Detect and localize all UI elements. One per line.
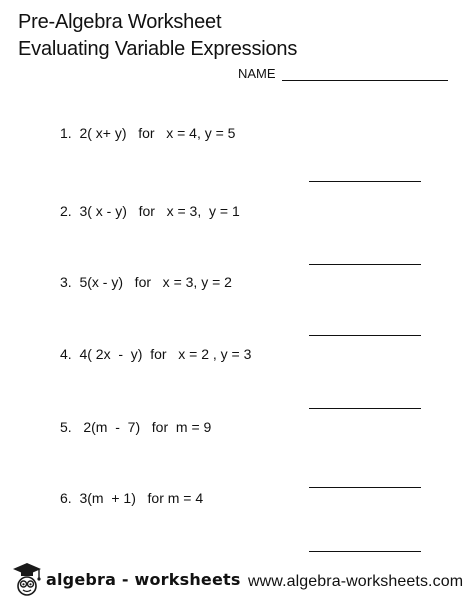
name-label: NAME: [238, 66, 276, 81]
logo-text: algebra - worksheets: [46, 570, 241, 589]
answer-line-5[interactable]: [309, 487, 421, 488]
footer-url[interactable]: www.algebra-worksheets.com: [248, 573, 464, 590]
graduation-cap-mascot-icon: [10, 560, 44, 600]
answer-line-1[interactable]: [309, 181, 421, 182]
problem-1: 1. 2( x+ y) for x = 4, y = 5: [60, 125, 236, 141]
site-logo: [8, 560, 241, 600]
problem-3: 3. 5(x - y) for x = 3, y = 2: [60, 274, 232, 290]
problem-4: 4. 4( 2x - y) for x = 2 , y = 3: [60, 346, 252, 362]
problem-6: 6. 3(m + 1) for m = 4: [60, 490, 204, 506]
name-field[interactable]: [238, 66, 450, 84]
worksheet-subtitle: Evaluating Variable Expressions: [18, 38, 298, 60]
worksheet-title: Pre-Algebra Worksheet: [18, 11, 222, 33]
problem-2: 2. 3( x - y) for x = 3, y = 1: [60, 203, 240, 219]
name-underline[interactable]: [282, 80, 448, 81]
answer-line-6[interactable]: [309, 551, 421, 552]
problem-5: 5. 2(m - 7) for m = 9: [60, 419, 212, 435]
answer-line-3[interactable]: [309, 335, 421, 336]
answer-line-4[interactable]: [309, 408, 421, 409]
answer-line-2[interactable]: [309, 264, 421, 265]
